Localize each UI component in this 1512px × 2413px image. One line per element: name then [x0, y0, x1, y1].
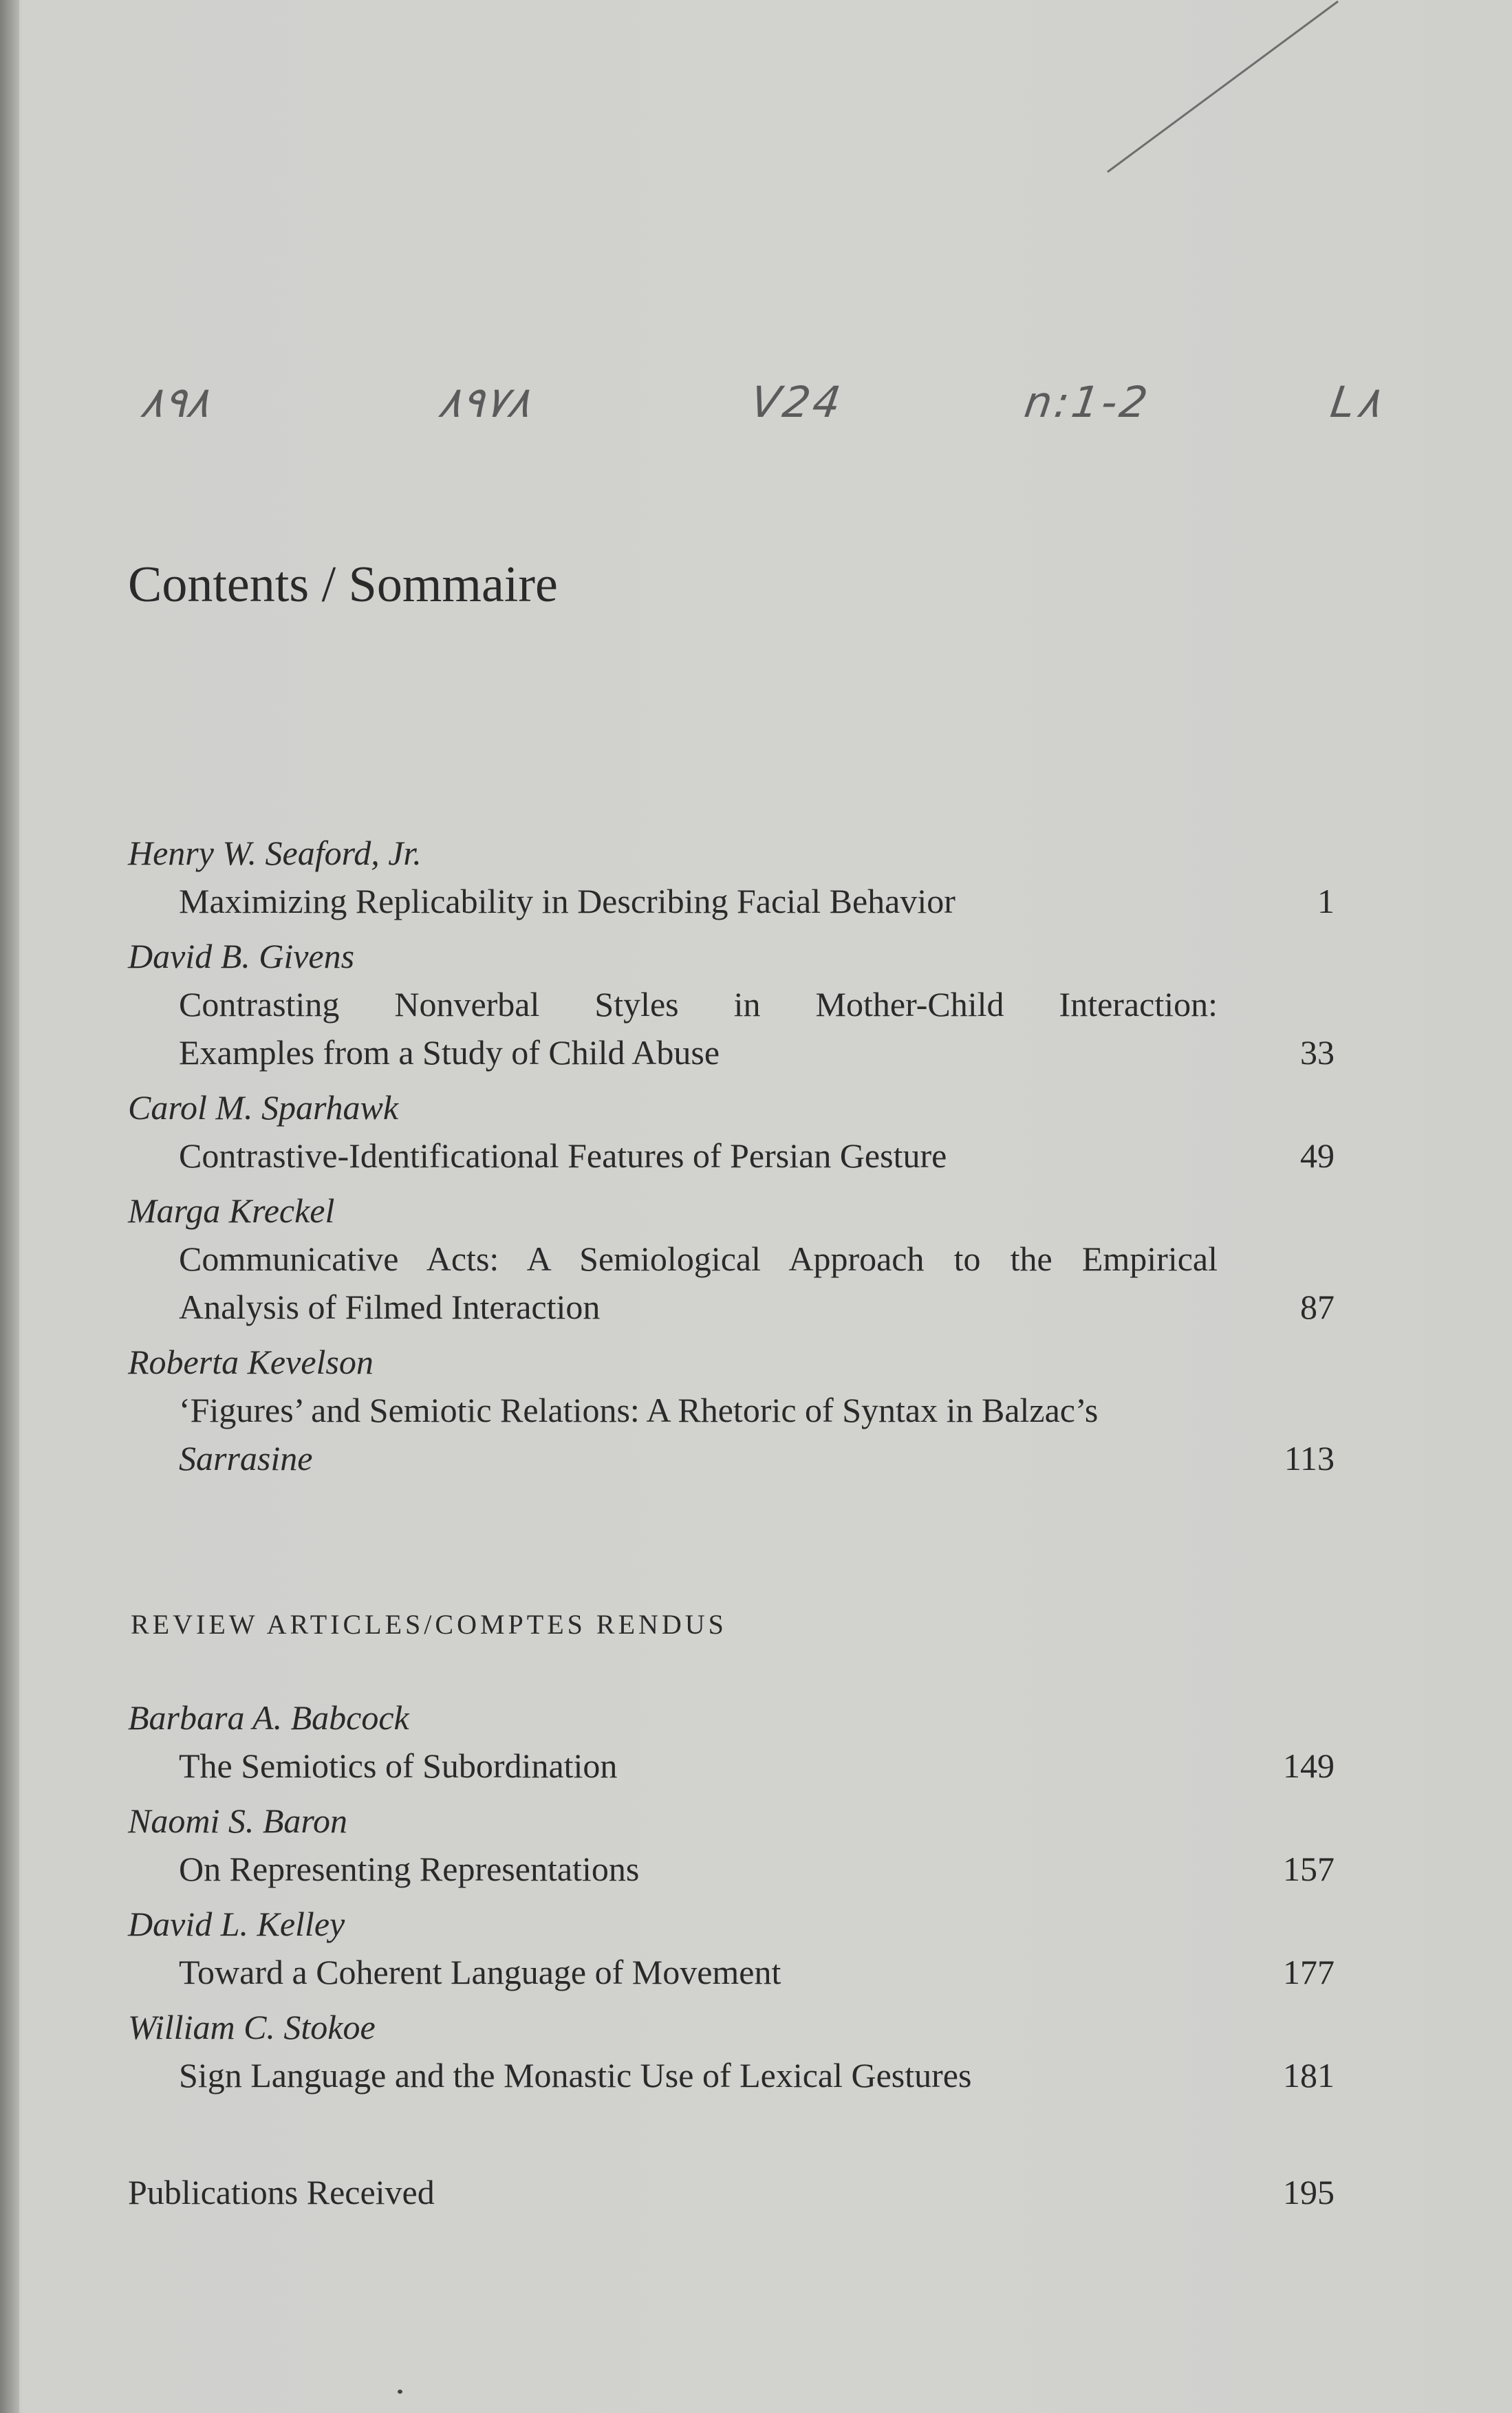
entry-title-line: [128, 1132, 1335, 1180]
entry-author: David B. Givens: [128, 937, 355, 975]
publications-received-label: Publications Received: [128, 2173, 435, 2211]
toc-entry: [128, 1083, 1335, 1180]
page-title: Contents / Sommaire: [128, 556, 558, 613]
entry-title-line: [128, 1283, 1335, 1331]
toc-entry: [128, 1694, 1335, 1790]
handwritten-note-5: L۸: [1327, 377, 1384, 427]
handwritten-note-4: n:1-2: [1021, 377, 1154, 427]
entry-title-line: [128, 1386, 1335, 1434]
toc-entry: [128, 1900, 1335, 1996]
review-articles-heading: REVIEW ARTICLES/COMPTES RENDUS: [131, 1609, 727, 1640]
entry-title-text: On Representing Representations: [179, 1850, 640, 1888]
entry-page-number: 87: [1300, 1288, 1335, 1326]
entry-page-number: 181: [1283, 2056, 1335, 2095]
entry-author: Marga Kreckel: [128, 1191, 335, 1230]
entry-title-text: Toward a Coherent Language of Movement: [179, 1953, 781, 1991]
entry-title-text: Contrastive-Identificational Features of Persian Gesture: [179, 1136, 947, 1175]
entry-page-number: 1: [1317, 882, 1335, 920]
handwritten-shelf-notes: [0, 377, 1512, 453]
entry-title-text: Sarrasine: [179, 1439, 313, 1478]
entry-title-text: Communicative Acts: A Semiological Approach to the Empirical: [179, 1240, 1218, 1278]
entry-author: Henry W. Seaford, Jr.: [128, 834, 422, 872]
toc-entry: [128, 2003, 1335, 2099]
entry-author: Naomi S. Baron: [128, 1801, 347, 1840]
page-binding-shadow: [0, 0, 19, 2413]
entry-title-line: [128, 877, 1335, 925]
entry-title-text: Examples from a Study of Child Abuse: [179, 1033, 720, 1072]
entry-title-line: [128, 1845, 1335, 1893]
entry-title-line: [128, 1742, 1335, 1790]
ink-speck: [398, 2390, 402, 2394]
entry-title-line: [128, 1028, 1335, 1076]
reviews-list: [128, 1694, 1335, 2106]
entry-title-text: Contrasting Nonverbal Styles in Mother-Child Interaction:: [179, 985, 1218, 1024]
entry-title-text: ‘Figures’ and Semiotic Relations: A Rhetoric of Syntax in Balzac’s: [179, 1391, 1099, 1429]
entry-author: William C. Stokoe: [128, 2008, 376, 2046]
toc-entry: [128, 1797, 1335, 1893]
entry-page-number: 113: [1284, 1439, 1335, 1478]
entry-title-line: [128, 2051, 1335, 2099]
toc-entry: [128, 932, 1335, 1076]
handwritten-note-2: ۸۹۷۸: [435, 377, 534, 427]
entry-title-line: [128, 1948, 1335, 1996]
entry-page-number: 177: [1283, 1953, 1335, 1991]
entry-page-number: 33: [1300, 1033, 1335, 1072]
entry-author: Barbara A. Babcock: [128, 1698, 409, 1737]
pencil-slash-mark: [0, 0, 1512, 206]
entry-page-number: 49: [1300, 1136, 1335, 1175]
entry-author: Roberta Kevelson: [128, 1343, 374, 1381]
entry-title-line: [128, 1235, 1335, 1283]
entry-title-text: Maximizing Replicability in Describing Facial Behavior: [179, 882, 955, 920]
articles-list: [128, 829, 1335, 1489]
entry-page-number: 149: [1283, 1746, 1335, 1785]
toc-entry: [128, 1187, 1335, 1331]
toc-entry: [128, 1338, 1335, 1482]
toc-entry: [128, 829, 1335, 925]
entry-title-text: Sign Language and the Monastic Use of Lexical Gestures: [179, 2056, 972, 2095]
entry-title-text: The Semiotics of Subordination: [179, 1746, 618, 1785]
handwritten-note-1: ۸۹۸: [137, 377, 214, 427]
entry-page-number: 157: [1283, 1850, 1335, 1888]
entry-author: David L. Kelley: [128, 1905, 345, 1943]
publications-received-row: [128, 2168, 1335, 2216]
handwritten-note-3: V24: [747, 377, 847, 427]
entry-title-text: Analysis of Filmed Interaction: [179, 1288, 601, 1326]
entry-title-line: [128, 980, 1335, 1028]
entry-author: Carol M. Sparhawk: [128, 1088, 399, 1127]
entry-title-line: [128, 1434, 1335, 1482]
publications-received-page: 195: [1283, 2173, 1335, 2211]
